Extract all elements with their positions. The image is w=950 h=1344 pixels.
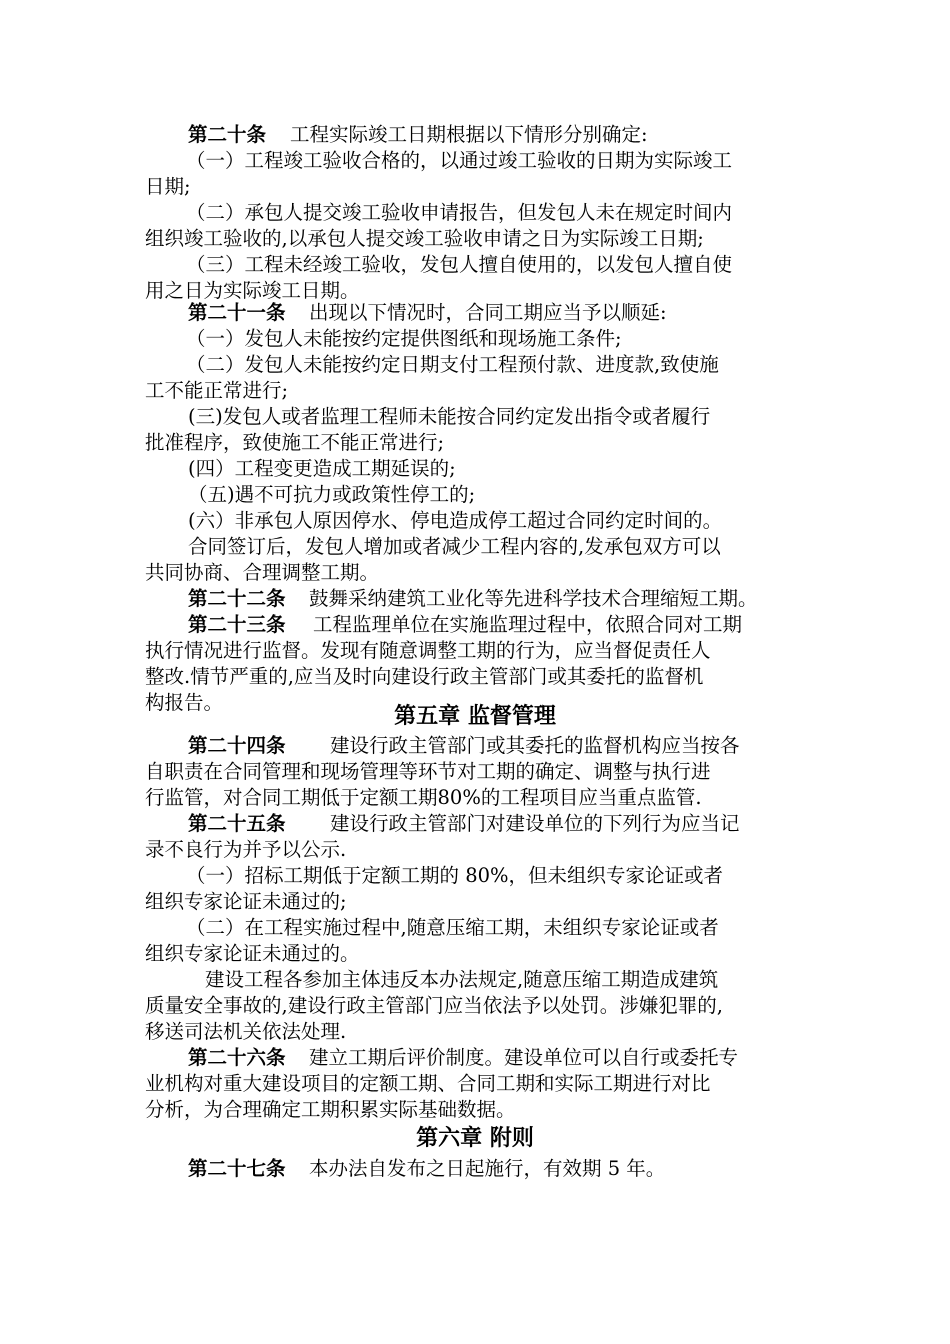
article-20-item-3 [0,252,950,277]
article-21-item-6 [0,508,950,533]
article-20-item-2-text: （二）承包人提交竣工验收申请报告，但发包人未在规定时间内 [186,201,733,224]
article-21-item-2-text-cont: 工不能正常进行; [145,379,289,402]
article-27-text: 本办法自发布之日起施行，有效期 5 年。 [309,1157,666,1180]
article-20-item-1 [0,148,950,173]
article-27 [0,1156,950,1181]
article-25-line-2 [0,837,950,862]
article-21-item-2 [0,352,950,377]
article-25-heading: 第二十五条 [188,812,286,835]
article-25-item-1-text: （一）招标工期低于定额工期的 80%，但未组织专家论证或者 [186,864,724,887]
article-21-note-text-cont: 共同协商、合理调整工期。 [145,561,380,584]
article-21-item-3-cont [0,430,950,455]
article-21-note-text: 合同签订后，发包人增加或者减少工程内容的,发承包双方可以 [188,535,721,558]
article-21-item-2-cont [0,378,950,403]
article-24-text-3: 行监管，对合同工期低于定额工期80%的工程项目应当重点监管. [145,786,702,809]
article-20-item-2 [0,200,950,225]
article-24-line-3 [0,785,950,810]
article-20-item-3-text: （三）工程未经竣工验收，发包人擅自使用的，以发包人擅自使 [186,253,733,276]
article-25-line-1 [0,811,950,836]
chapter-5-title: 第五章 监督管理 [394,703,556,729]
article-23-text: 工程监理单位在实施监理过程中，依照合同对工期 [313,613,743,636]
article-21-item-3-text-cont: 批准程序，致使施工不能正常进行; [145,431,445,454]
article-20-item-3-text-cont: 用之日为实际竣工日期。 [145,279,360,302]
article-25-item-2-text: （二）在工程实施过程中,随意压缩工期，未组织专家论证或者 [186,916,719,939]
article-25-item-1-text-cont: 组织专家论证未通过的; [145,890,347,913]
article-27-heading: 第二十七条 [188,1157,286,1180]
article-24-text: 建设行政主管部门或其委托的监督机构应当按各 [330,734,740,757]
article-25-item-2 [0,915,950,940]
article-24-heading: 第二十四条 [188,734,286,757]
article-25-note-cont-1 [0,993,950,1018]
article-21-item-3 [0,404,950,429]
article-23-line-2 [0,638,950,663]
chapter-6-title: 第六章 附则 [416,1125,534,1151]
article-21-item-5 [0,482,950,507]
article-20-heading: 第二十条 [188,123,267,146]
article-22-text: 鼓舞采纳建筑工业化等先进科学技术合理缩短工期。 [309,587,758,610]
article-25-note-cont-2 [0,1019,950,1044]
article-24-text-2: 自职责在合同管理和现场管理等环节对工期的确定、调整与执行进 [145,760,711,783]
article-22-heading: 第二十二条 [188,587,286,610]
article-21-item-1 [0,326,950,351]
article-23-text-3: 整改.情节严重的,应当及时向建设行政主管部门或其委托的监督机 [145,665,704,688]
article-20-item-2-text-cont: 组织竣工验收的,以承包人提交竣工验收申请之日为实际竣工日期; [145,227,704,250]
article-23-line-1 [0,612,950,637]
article-21-line-1 [0,300,950,325]
article-21-item-2-text: （二）发包人未能按约定日期支付工程预付款、进度款,致使施 [186,353,719,376]
article-25-item-2-text-cont: 组织专家论证未通过的。 [145,942,360,965]
article-24-line-2 [0,759,950,784]
article-26-text: 建立工期后评价制度。建设单位可以自行或委托专 [309,1046,739,1069]
article-21-item-1-text: （一）发包人未能按约定提供图纸和现场施工条件; [186,327,622,350]
article-26-text-2: 业机构对重大建设项目的定额工期、合同工期和实际工期进行对比 [145,1072,711,1095]
article-20-item-2-cont [0,226,950,251]
article-25-note-text: 建设工程各参加主体违反本办法规定,随意压缩工期造成建筑 [205,968,719,991]
article-21-note [0,534,950,559]
article-23-text-2: 执行情况进行监督。发现有随意调整工期的行为，应当督促责任人 [145,639,711,662]
article-21-note-cont [0,560,950,585]
article-21-item-4 [0,456,950,481]
article-20-line-1 [0,122,950,147]
article-23-heading: 第二十三条 [188,613,286,636]
article-25-note-text-2: 质量安全事故的,建设行政主管部门应当依法予以处罚。涉嫌犯罪的, [145,994,723,1017]
article-26-text-3: 分析，为合理确定工期积累实际基础数据。 [145,1098,516,1121]
article-23-line-3 [0,664,950,689]
article-26-line-2 [0,1071,950,1096]
article-21-item-5-text: （五)遇不可抗力或政策性停工的; [188,483,476,506]
article-25-text: 建设行政主管部门对建设单位的下列行为应当记 [330,812,740,835]
article-20-item-1-text: （一）工程竣工验收合格的，以通过竣工验收的日期为实际竣工 [186,149,733,172]
article-20-intro: 工程实际竣工日期根据以下情形分别确定: [290,123,648,146]
article-23-text-4: 构报告。 [145,691,224,714]
article-25-note [0,967,950,992]
article-25-item-2-cont [0,941,950,966]
article-25-item-1-cont [0,889,950,914]
article-21-item-4-text: (四）工程变更造成工期延误的; [188,457,456,480]
article-22 [0,586,950,611]
article-25-item-1 [0,863,950,888]
article-25-text-2: 录不良行为并予以公示. [145,838,347,861]
article-20-item-1-cont [0,174,950,199]
article-26-line-3 [0,1097,950,1122]
article-21-item-3-text: (三)发包人或者监理工程师未能按合同约定发出指令或者履行 [188,405,711,428]
article-24-line-1 [0,733,950,758]
article-25-note-text-3: 移送司法机关依法处理. [145,1020,347,1043]
article-20-item-1-text-cont: 日期; [145,175,191,198]
article-26-line-1 [0,1045,950,1070]
article-26-heading: 第二十六条 [188,1046,286,1069]
article-21-heading: 第二十一条 [188,301,286,324]
article-21-item-6-text: (六）非承包人原因停水、停电造成停工超过合同约定时间的。 [188,509,723,532]
article-21-intro: 出现以下情况时，合同工期应当予以顺延: [309,301,667,324]
